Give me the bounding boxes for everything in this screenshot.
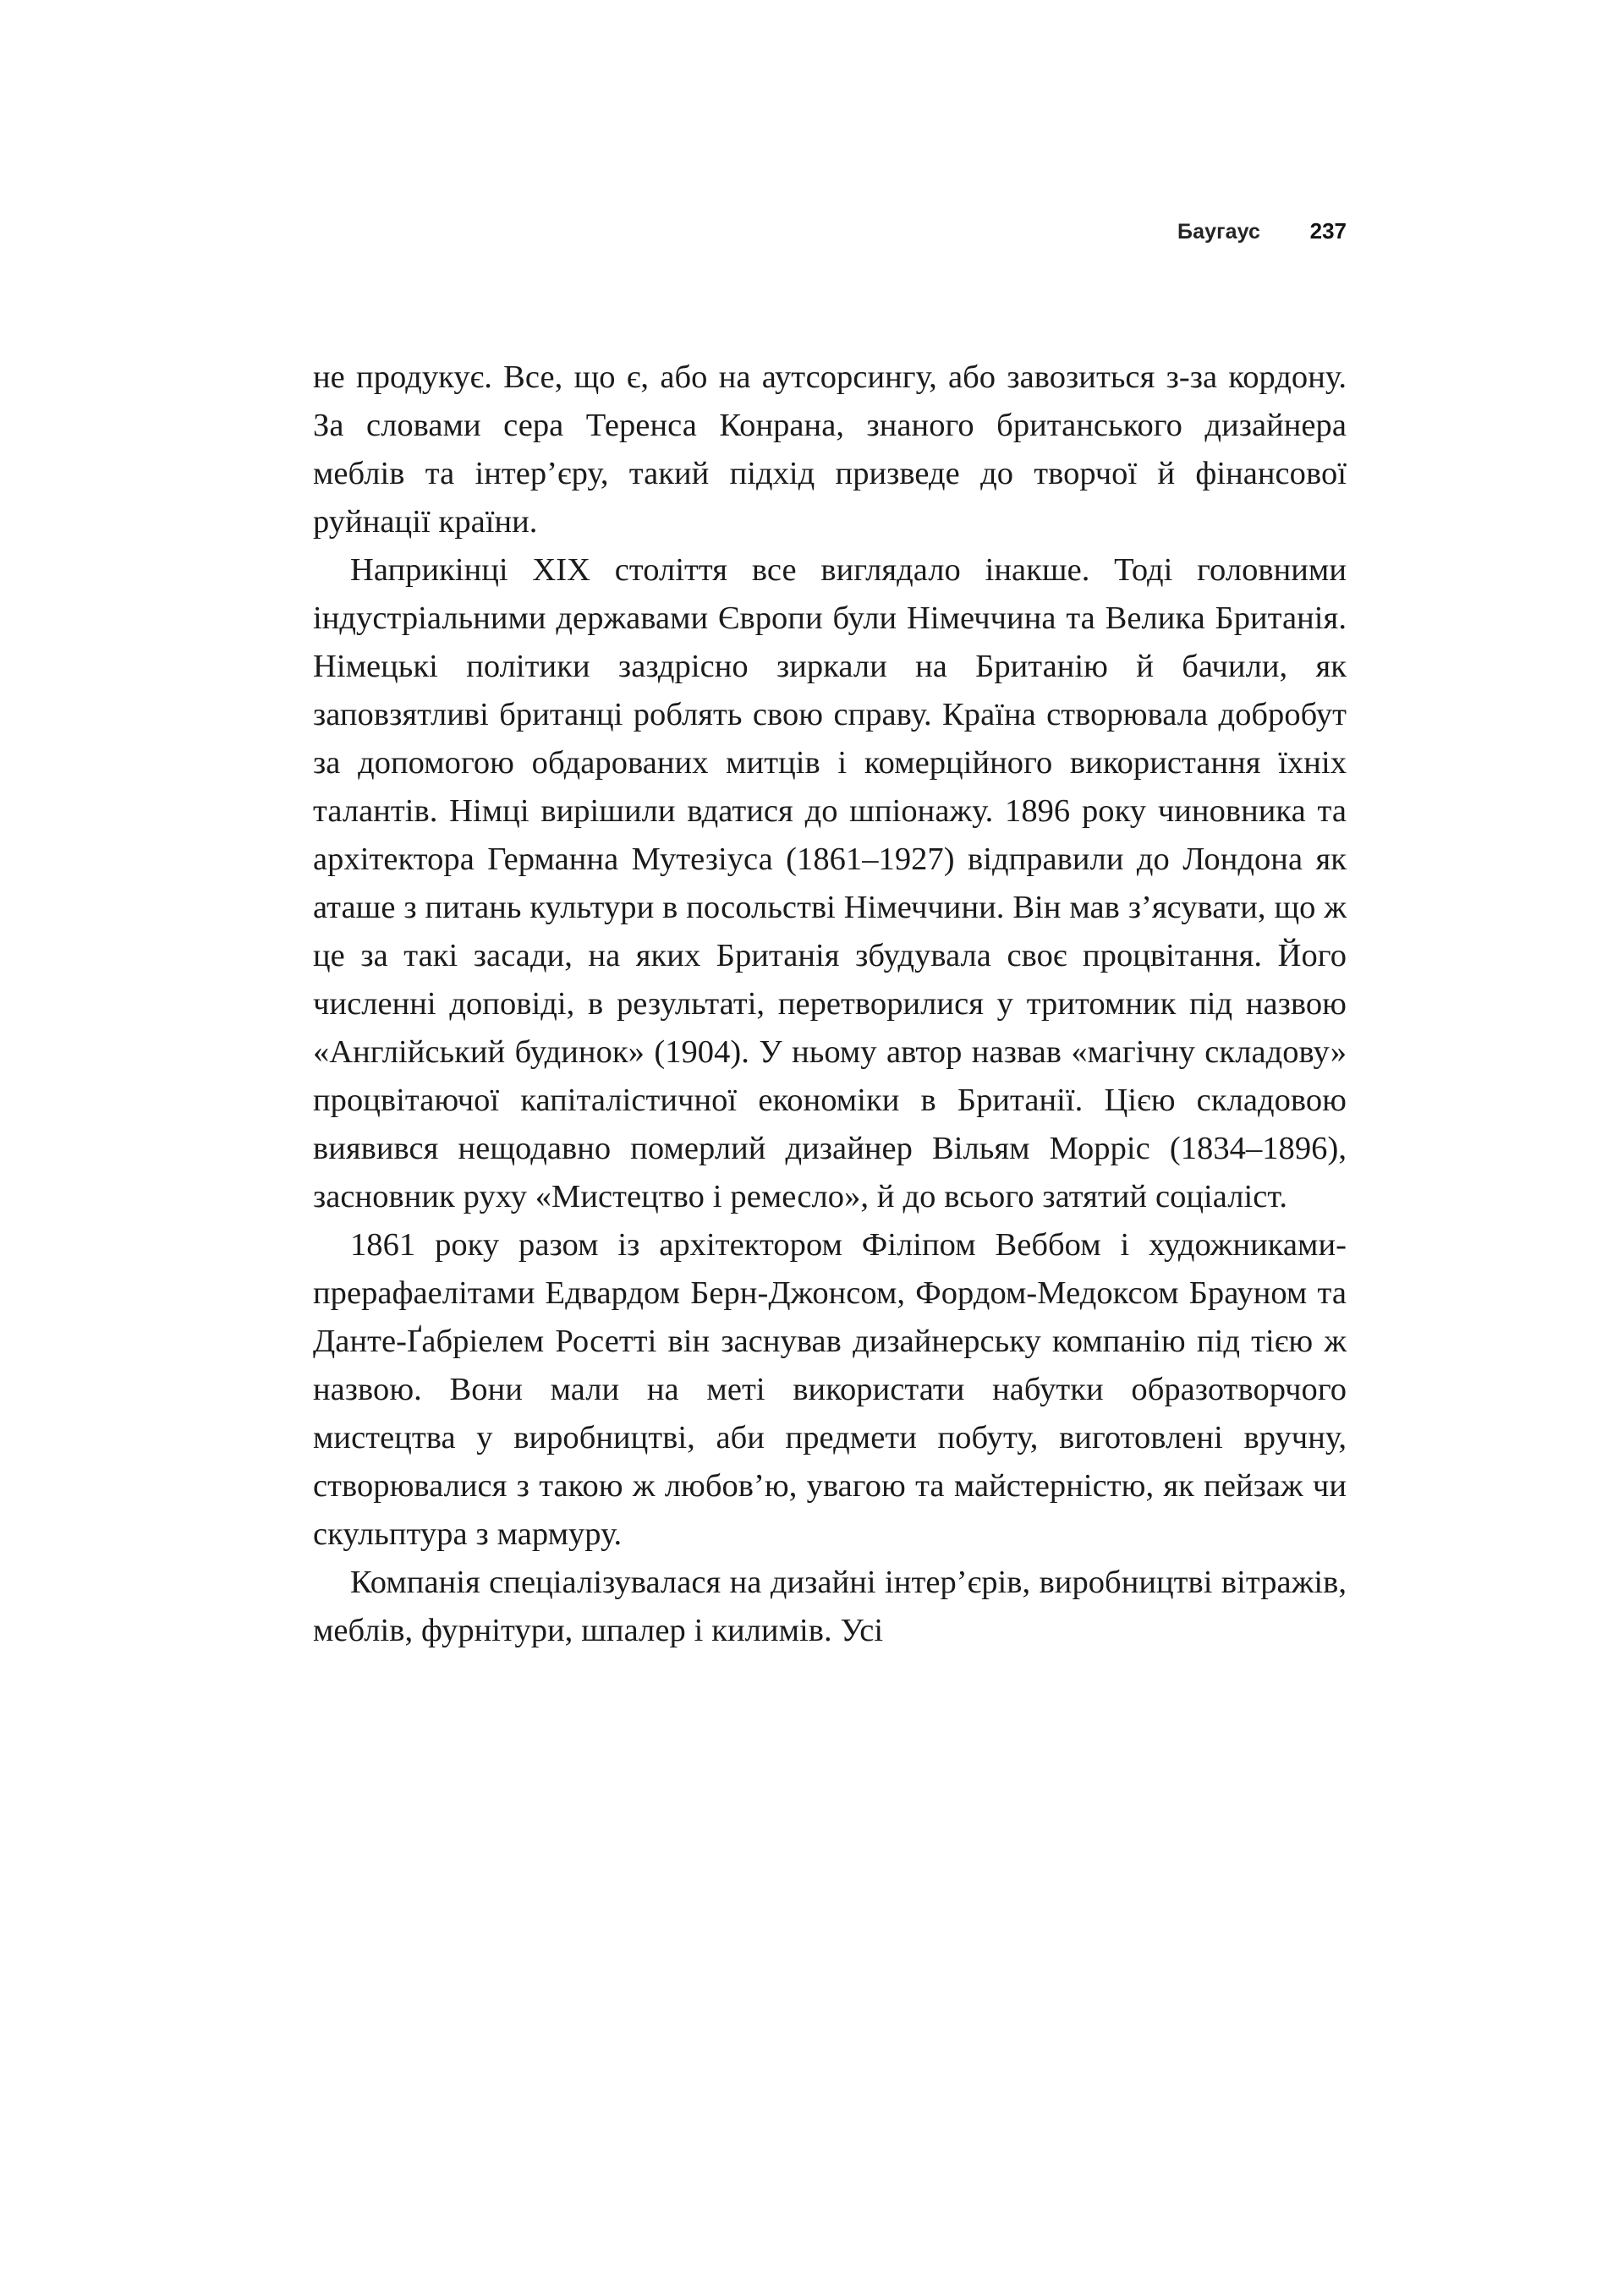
body-text-block (313, 354, 1347, 1655)
chapter-title: Баугаус (1177, 220, 1260, 244)
paragraph-1861-company: 1861 року разом із архітектором Філіпом Веббом і художниками-прерафаелітами Едвардом Берн-Джонсом, Фордом-Медоксом Брауном та Данте-Ґабріелем Росетті він заснував дизайнерську компанію під тією ж назвою. Вони мали на меті використати набутки образотворчого мистецтва у виробництві, аби предмети побуту, виготовлені вручну, створювалися з такою ж любов’ю, увагою та майстерністю, як пейзаж чи скульптура з мармуру. (313, 1227, 1347, 1552)
paragraph-continued: не продукує. Все, що є, або на аутсорсингу, або завозиться з-за кордону. За словами сера Теренса Конрана, знаного британського дизайнера меблів та інтер’єру, такий підхід призведе до творчої й фінансової руйнації країни. (313, 359, 1347, 540)
paragraph-company-specialty: Компанія спеціалізувалася на дизайні інтер’єрів, виробництві вітражів, меблів, фурнітури, шпалер і килимів. Усі (313, 1565, 1347, 1648)
running-head (313, 218, 1347, 252)
page-number: 237 (1309, 218, 1347, 244)
paragraph-19th-century: Наприкінці XIX століття все виглядало інакше. Тоді головними індустріальними державами Європи були Німеччина та Велика Британія. Німецькі політики заздрісно зиркали на Британію й бачили, як заповзятливі британці роблять свою справу. Країна створювала добробут за допомогою обдарованих митців і комерційного використання їхніх талантів. Німці вирішили вдатися до шпіонажу. 1896 року чиновника та архітектора Германна Мутезіуса (1861–1927) відправили до Лондона як аташе з питань культури в посольстві Німеччини. Він мав з’ясувати, що ж це за такі засади, на яких Британія збудувала своє процвітання. Його численні доповіді, в результаті, перетворилися у тритомник під назвою «Англійський будинок» (1904). У ньому автор назвав «магічну складову» процвітаючої капіталістичної економіки в Британії. Цією складовою виявився нещодавно померлий дизайнер Вільям Морріс (1834–1896), засновник руху «Мистецтво і ремесло», й до всього затятий соціаліст. (313, 552, 1347, 1214)
